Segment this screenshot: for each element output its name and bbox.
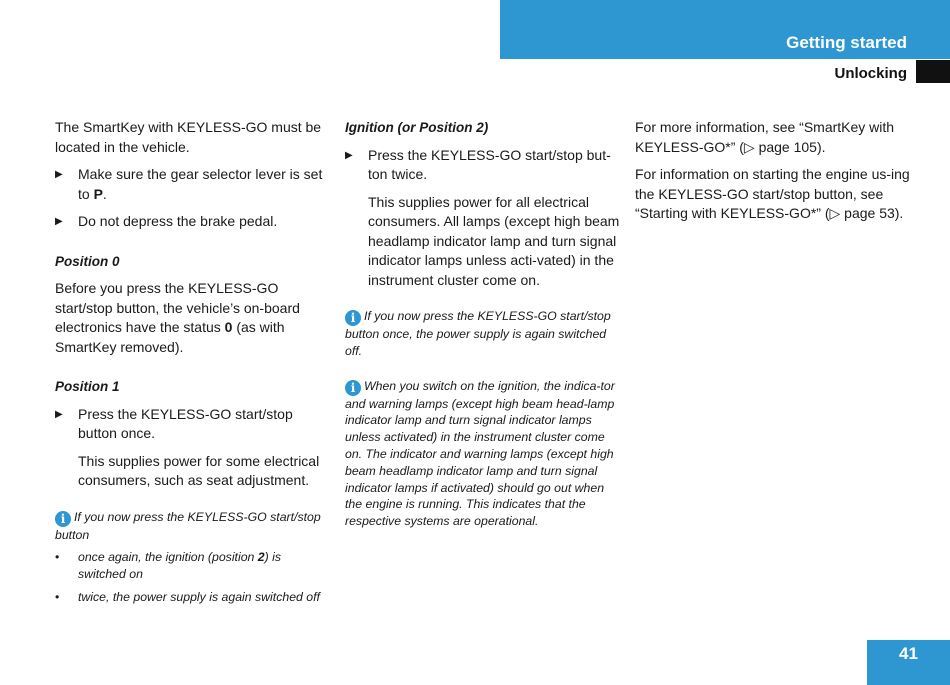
info-icon: i xyxy=(345,380,361,396)
step-result: This supplies power for all electrical consumers. All lamps (except high beam headlamp indicator lamp and turn signal indicator lamps unless acti-vated) in the instrument cluster come on. xyxy=(368,193,620,288)
section-title: Getting started xyxy=(786,33,907,52)
step-arrow-icon: ▶ xyxy=(55,408,63,420)
step-arrow-icon: ▶ xyxy=(345,149,353,161)
step-text: Do not depress the brake pedal. xyxy=(78,213,278,229)
intro-paragraph: The SmartKey with KEYLESS-GO must be located in the vehicle. xyxy=(55,119,322,155)
position-1-heading: Position 1 xyxy=(55,379,120,394)
page-subtitle: Unlocking xyxy=(834,65,907,82)
note-text: When you switch on the ignition, the indica-tor and warning lamps (except high beam head-lamp indicator lamp and turn signal indicator lamps unless activated) in the instrument cluster come on. The indicator and warning lamps (except high beam headlamp indicator lamp and turn signal indicator lamps if activated) should go out when the engine is running. This indicates that the respective systems are operational. xyxy=(345,378,615,529)
bullet-text: twice, the power supply is again switched off xyxy=(78,589,320,604)
step-arrow-icon: ▶ xyxy=(55,216,63,227)
bullet-text: once again, the ignition (position 2) is switched on xyxy=(78,550,282,582)
step-item xyxy=(55,212,330,232)
cross-reference-paragraph: For more information, see “SmartKey with KEYLESS-GO*” (▷ page 105). xyxy=(635,119,895,155)
cross-reference-paragraph: For information on starting the engine us-ing the KEYLESS-GO start/stop button, see “Starting with KEYLESS-GO*” (▷ page 53). xyxy=(635,166,910,221)
step-arrow-icon: ▶ xyxy=(55,169,63,180)
thumb-tab-marker xyxy=(916,60,950,83)
step-text: Press the KEYLESS-GO start/stop but-ton twice. xyxy=(368,146,611,182)
step-item xyxy=(55,405,330,444)
position-0-heading: Position 0 xyxy=(55,253,120,269)
column-3 xyxy=(635,118,910,232)
step-text: Press the KEYLESS-GO start/stop button once. xyxy=(78,405,293,441)
ignition-heading: Ignition (or Position 2) xyxy=(345,120,489,135)
list-item xyxy=(55,549,330,583)
list-item xyxy=(55,589,330,606)
step-result: This supplies power for some electrical consumers, such as seat adjustment. xyxy=(78,452,320,488)
bullet-icon: • xyxy=(55,550,60,565)
step-item xyxy=(345,146,620,185)
step-item xyxy=(55,165,330,204)
note-text: If you now press the KEYLESS-GO start/stop button xyxy=(55,509,321,542)
header-bar xyxy=(500,0,950,59)
bullet-icon: • xyxy=(55,589,60,604)
info-icon: i xyxy=(55,511,71,527)
position-0-paragraph: Before you press the KEYLESS-GO start/stop button, the vehicle’s on-board electronics have the status 0 (as with SmartKey removed). xyxy=(55,280,300,355)
info-note xyxy=(55,509,330,544)
info-icon: i xyxy=(345,310,361,326)
info-note xyxy=(345,378,620,530)
page-number: 41 xyxy=(867,640,950,685)
column-1 xyxy=(55,118,330,612)
column-2 xyxy=(345,118,620,536)
info-note xyxy=(345,308,620,360)
step-text: Make sure the gear selector lever is set to P. xyxy=(78,166,323,202)
note-text: If you now press the KEYLESS-GO start/stop button once, the power supply is again switched off. xyxy=(345,309,611,358)
